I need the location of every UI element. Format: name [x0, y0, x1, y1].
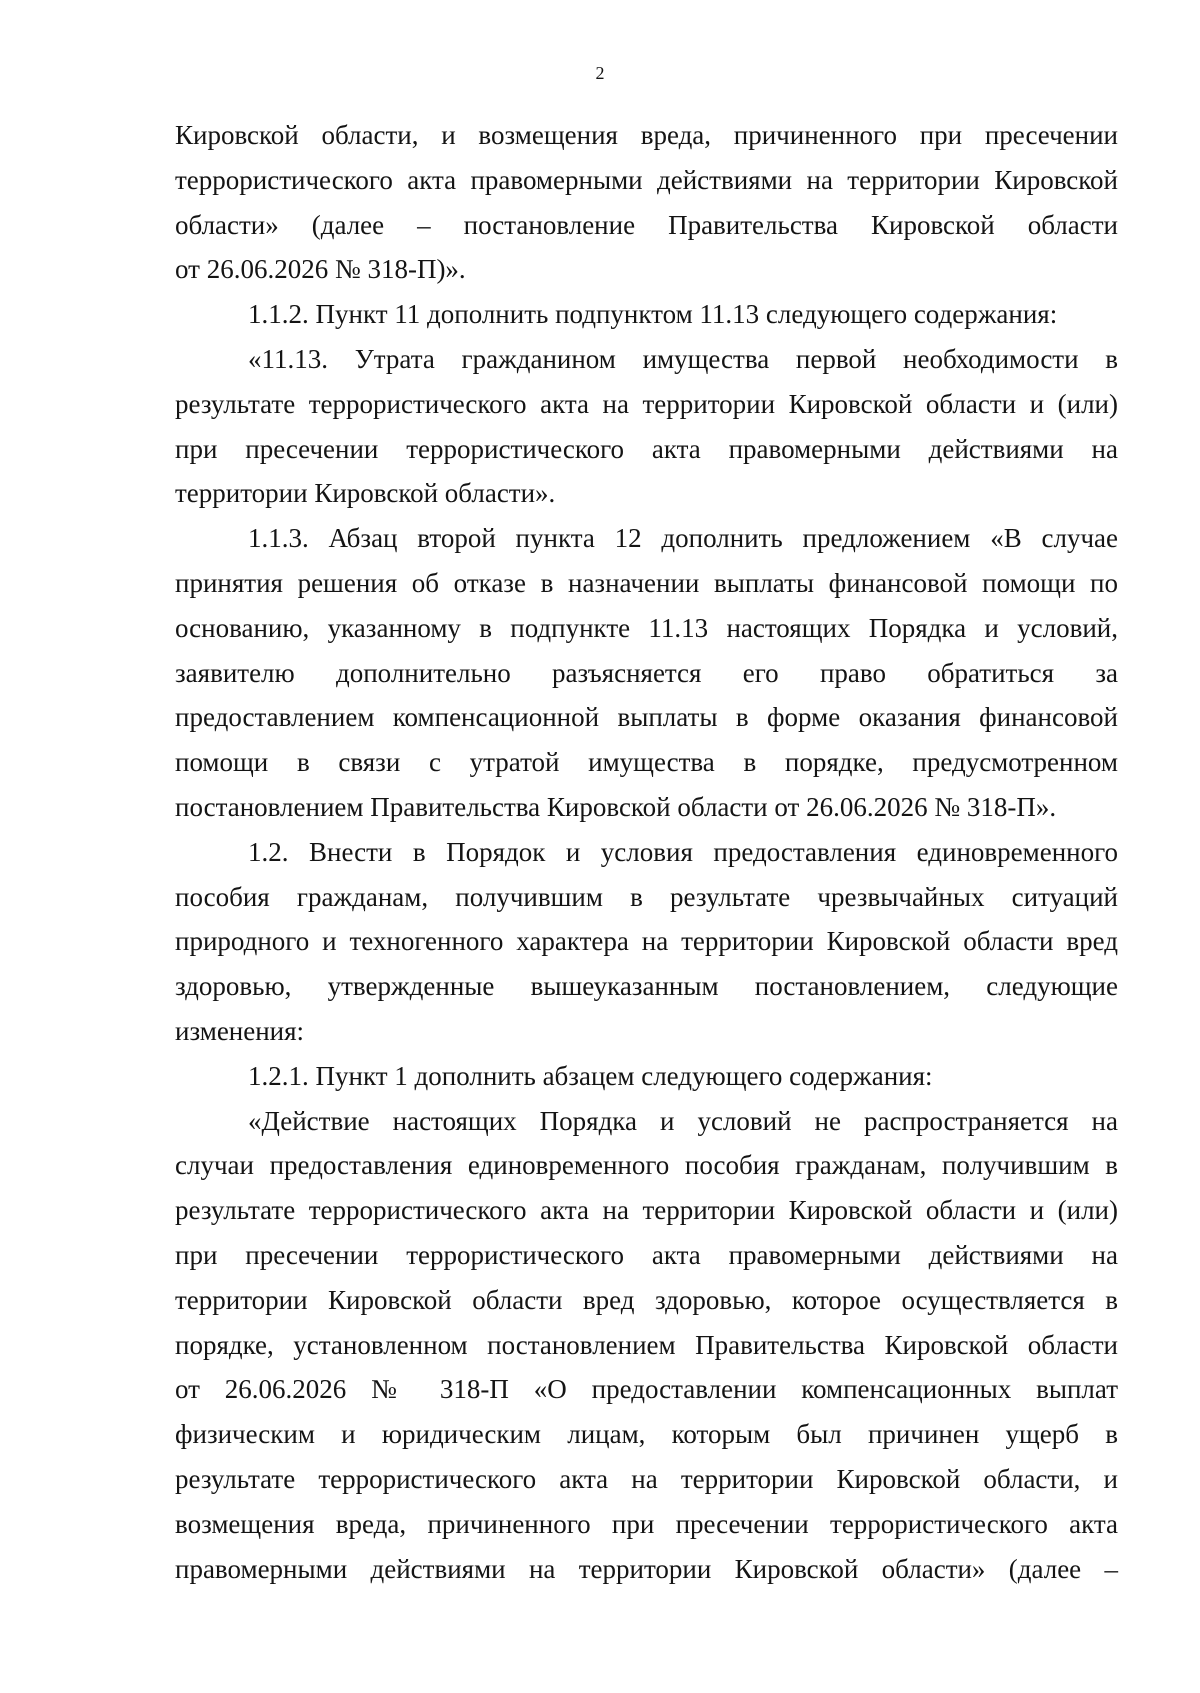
- text-line: принятия решения об отказе в назначении выплаты финансовой помощи по: [175, 567, 1118, 598]
- text-line: правомерными действиями на территории Кировской области» (далее –: [175, 1553, 1118, 1584]
- text-line: «Действие настоящих Порядка и условий не распространяется на: [248, 1105, 1118, 1136]
- text-line: здоровью, утвержденные вышеуказанным постановлением, следующие: [175, 971, 1118, 1002]
- text-line: территории Кировской области вред здоровью, которое осуществляется в: [175, 1284, 1118, 1315]
- text-line: пособия гражданам, получившим в результате чрезвычайных ситуаций: [175, 881, 1118, 912]
- text-line: результате террористического акта на территории Кировской области и (или): [175, 388, 1118, 419]
- text-line: предоставлением компенсационной выплаты в форме оказания финансовой: [175, 702, 1118, 733]
- text-line: возмещения вреда, причиненного при пресечении террористического акта: [175, 1508, 1118, 1539]
- text-line: порядке, установленном постановлением Правительства Кировской области: [175, 1329, 1118, 1360]
- text-line: при пресечении террористического акта правомерными действиями на: [175, 433, 1118, 464]
- text-line: «11.13. Утрата гражданином имущества первой необходимости в: [248, 343, 1118, 374]
- text-line: результате террористического акта на территории Кировской области и (или): [175, 1195, 1118, 1226]
- page-number: 2: [595, 63, 605, 83]
- text-line: заявителю дополнительно разъясняется его право обратиться за: [175, 657, 1118, 688]
- text-line: области» (далее – постановление Правительства Кировской области: [175, 209, 1118, 240]
- text-line: результате террористического акта на территории Кировской области, и: [175, 1463, 1118, 1494]
- text-line: 1.1.2. Пункт 11 дополнить подпунктом 11.13 следующего содержания:: [248, 299, 1058, 330]
- text-line: постановлением Правительства Кировской области от 26.06.2026 № 318-П».: [175, 791, 1057, 822]
- text-line: от 26.06.2026 № 318-П)».: [175, 254, 466, 285]
- text-line: от 26.06.2026 № 318-П «О предоставлении компенсационных выплат: [175, 1374, 1118, 1405]
- text-line: террористического акта правомерными действиями на территории Кировской: [175, 164, 1118, 195]
- text-line: 1.2.1. Пункт 1 дополнить абзацем следующего содержания:: [248, 1060, 933, 1091]
- text-line: 1.2. Внести в Порядок и условия предоставления единовременного: [248, 836, 1118, 867]
- document-body: [175, 113, 1118, 1591]
- text-line: изменения:: [175, 1015, 305, 1046]
- text-line: основанию, указанному в подпункте 11.13 настоящих Порядка и условий,: [175, 612, 1118, 643]
- text-line: природного и техногенного характера на территории Кировской области вред: [175, 926, 1118, 957]
- text-line: помощи в связи с утратой имущества в порядке, предусмотренном: [175, 747, 1118, 778]
- text-line: территории Кировской области».: [175, 478, 556, 509]
- text-line: 1.1.3. Абзац второй пункта 12 дополнить предложением «В случае: [248, 523, 1118, 554]
- text-line: физическим и юридическим лицам, которым был причинен ущерб в: [175, 1419, 1118, 1450]
- text-line: Кировской области, и возмещения вреда, причиненного при пресечении: [175, 120, 1118, 150]
- text-line: случаи предоставления единовременного пособия гражданам, получившим в: [175, 1150, 1118, 1181]
- text-line: при пресечении террористического акта правомерными действиями на: [175, 1239, 1118, 1270]
